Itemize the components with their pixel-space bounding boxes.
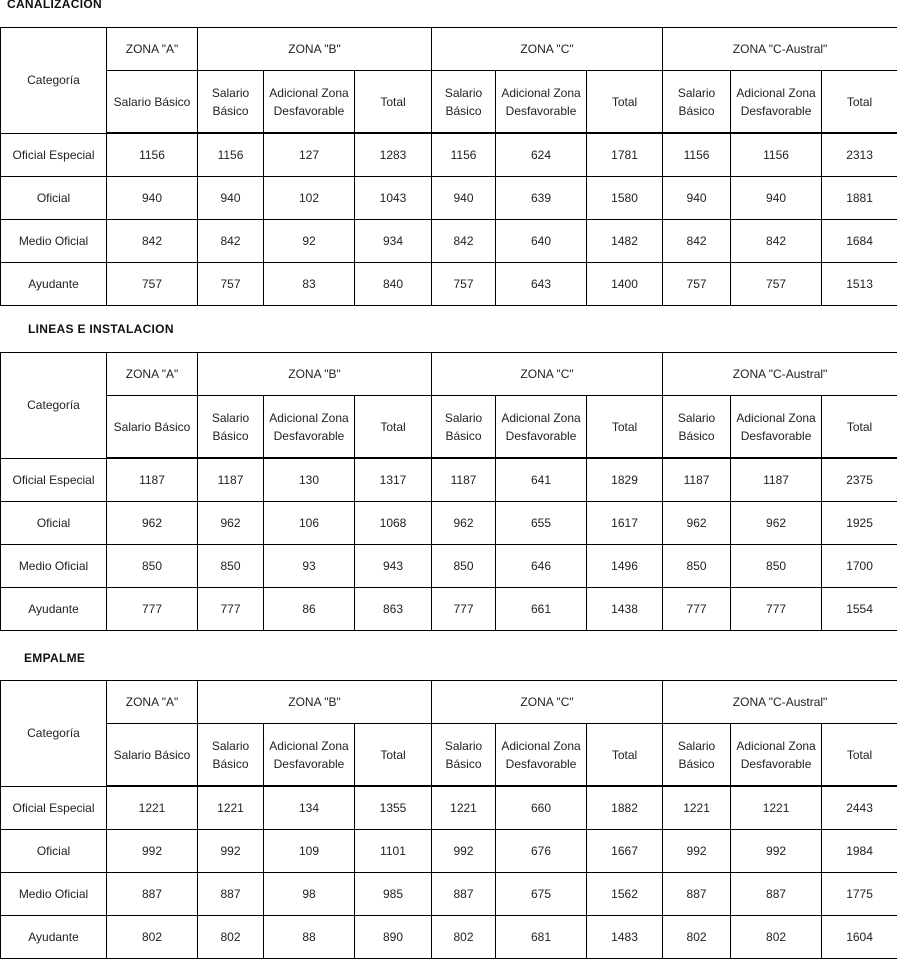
- table-row: [1, 873, 897, 916]
- wage-table-empalme: [0, 680, 897, 959]
- cell-value: 850: [198, 545, 264, 588]
- category-header: Categoría: [1, 353, 107, 459]
- row-category: Medio Oficial: [1, 220, 107, 263]
- cell-value: 992: [663, 830, 731, 873]
- cell-value: 1925: [822, 502, 897, 545]
- cell-value: 102: [264, 177, 355, 220]
- row-category: Medio Oficial: [1, 545, 107, 588]
- cell-value: 134: [264, 786, 355, 830]
- cell-value: 1580: [587, 177, 663, 220]
- section-title-canalizacion: CANALIZACION: [7, 0, 102, 11]
- table-row: [1, 458, 897, 502]
- wage-table-canalizacion: [0, 27, 897, 306]
- zone-b-additional-header: Adicional Zona Desfavorable: [264, 724, 355, 787]
- table-row: [1, 830, 897, 873]
- cell-value: 641: [496, 458, 587, 502]
- zone-c-austral-total-header: Total: [822, 71, 897, 134]
- cell-value: 661: [496, 588, 587, 631]
- cell-value: 1775: [822, 873, 897, 916]
- table-row: [1, 545, 897, 588]
- zone-b-total-header: Total: [355, 396, 432, 459]
- zone-b-additional-header: Adicional Zona Desfavorable: [264, 71, 355, 134]
- section-title-empalme: EMPALME: [24, 651, 86, 665]
- zone-c-header: ZONA "C": [432, 681, 663, 724]
- cell-value: 1438: [587, 588, 663, 631]
- cell-value: 646: [496, 545, 587, 588]
- row-category: Oficial Especial: [1, 133, 107, 177]
- zone-c-additional-header: Adicional Zona Desfavorable: [496, 396, 587, 459]
- cell-value: 1187: [107, 458, 198, 502]
- zone-c-total-header: Total: [587, 724, 663, 787]
- category-header: Categoría: [1, 28, 107, 134]
- cell-value: 643: [496, 263, 587, 306]
- cell-value: 676: [496, 830, 587, 873]
- row-category: Oficial Especial: [1, 458, 107, 502]
- cell-value: 1984: [822, 830, 897, 873]
- cell-value: 1400: [587, 263, 663, 306]
- cell-value: 940: [731, 177, 822, 220]
- cell-value: 777: [432, 588, 496, 631]
- cell-value: 109: [264, 830, 355, 873]
- zone-a-salary-header: Salario Básico: [107, 396, 198, 459]
- cell-value: 934: [355, 220, 432, 263]
- zone-c-austral-salary-header: Salario Básico: [663, 396, 731, 459]
- cell-value: 887: [198, 873, 264, 916]
- row-category: Oficial: [1, 502, 107, 545]
- cell-value: 1604: [822, 916, 897, 959]
- cell-value: 1482: [587, 220, 663, 263]
- cell-value: 842: [198, 220, 264, 263]
- row-category: Ayudante: [1, 263, 107, 306]
- zone-a-salary-header: Salario Básico: [107, 71, 198, 134]
- zone-b-header: ZONA "B": [198, 28, 432, 71]
- zone-c-additional-header: Adicional Zona Desfavorable: [496, 71, 587, 134]
- cell-value: 1829: [587, 458, 663, 502]
- cell-value: 842: [731, 220, 822, 263]
- cell-value: 1156: [663, 133, 731, 177]
- table-row: [1, 502, 897, 545]
- cell-value: 940: [432, 177, 496, 220]
- zone-a-header: ZONA "A": [107, 28, 198, 71]
- cell-value: 639: [496, 177, 587, 220]
- zone-b-salary-header: Salario Básico: [198, 724, 264, 787]
- zone-c-austral-total-header: Total: [822, 396, 897, 459]
- cell-value: 940: [663, 177, 731, 220]
- zone-c-total-header: Total: [587, 71, 663, 134]
- cell-value: 940: [198, 177, 264, 220]
- cell-value: 83: [264, 263, 355, 306]
- cell-value: 1882: [587, 786, 663, 830]
- cell-value: 1187: [663, 458, 731, 502]
- cell-value: 802: [432, 916, 496, 959]
- cell-value: 1221: [731, 786, 822, 830]
- zone-b-header: ZONA "B": [198, 353, 432, 396]
- cell-value: 962: [107, 502, 198, 545]
- cell-value: 1513: [822, 263, 897, 306]
- cell-value: 130: [264, 458, 355, 502]
- cell-value: 1187: [731, 458, 822, 502]
- zone-c-austral-additional-header: Adicional Zona Desfavorable: [731, 396, 822, 459]
- cell-value: 962: [198, 502, 264, 545]
- cell-value: 757: [107, 263, 198, 306]
- zone-c-austral-additional-header: Adicional Zona Desfavorable: [731, 724, 822, 787]
- table-row: [1, 133, 897, 177]
- zone-c-additional-header: Adicional Zona Desfavorable: [496, 724, 587, 787]
- cell-value: 92: [264, 220, 355, 263]
- zone-c-austral-header: ZONA "C-Austral": [663, 353, 897, 396]
- cell-value: 1187: [432, 458, 496, 502]
- zone-c-header: ZONA "C": [432, 28, 663, 71]
- cell-value: 985: [355, 873, 432, 916]
- cell-value: 890: [355, 916, 432, 959]
- zone-header-row: [1, 28, 897, 71]
- cell-value: 1221: [432, 786, 496, 830]
- cell-value: 675: [496, 873, 587, 916]
- cell-value: 1156: [432, 133, 496, 177]
- zone-c-austral-total-header: Total: [822, 724, 897, 787]
- cell-value: 1700: [822, 545, 897, 588]
- row-category: Medio Oficial: [1, 873, 107, 916]
- cell-value: 887: [432, 873, 496, 916]
- cell-value: 992: [107, 830, 198, 873]
- row-category: Oficial Especial: [1, 786, 107, 830]
- cell-value: 1221: [198, 786, 264, 830]
- cell-value: 777: [731, 588, 822, 631]
- cell-value: 1617: [587, 502, 663, 545]
- row-category: Oficial: [1, 830, 107, 873]
- zone-b-salary-header: Salario Básico: [198, 71, 264, 134]
- cell-value: 1684: [822, 220, 897, 263]
- cell-value: 88: [264, 916, 355, 959]
- zone-a-header: ZONA "A": [107, 681, 198, 724]
- zone-c-austral-additional-header: Adicional Zona Desfavorable: [731, 71, 822, 134]
- cell-value: 757: [432, 263, 496, 306]
- cell-value: 1221: [663, 786, 731, 830]
- cell-value: 1562: [587, 873, 663, 916]
- zone-header-row: [1, 681, 897, 724]
- table-row: [1, 786, 897, 830]
- zone-a-salary-header: Salario Básico: [107, 724, 198, 787]
- cell-value: 850: [663, 545, 731, 588]
- zone-c-salary-header: Salario Básico: [432, 71, 496, 134]
- row-category: Oficial: [1, 177, 107, 220]
- cell-value: 106: [264, 502, 355, 545]
- row-category: Ayudante: [1, 588, 107, 631]
- zone-b-total-header: Total: [355, 71, 432, 134]
- zone-c-austral-salary-header: Salario Básico: [663, 71, 731, 134]
- cell-value: 863: [355, 588, 432, 631]
- cell-value: 842: [663, 220, 731, 263]
- cell-value: 757: [198, 263, 264, 306]
- cell-value: 940: [107, 177, 198, 220]
- cell-value: 840: [355, 263, 432, 306]
- zone-c-austral-header: ZONA "C-Austral": [663, 681, 897, 724]
- zone-c-header: ZONA "C": [432, 353, 663, 396]
- cell-value: 887: [107, 873, 198, 916]
- table-row: [1, 177, 897, 220]
- cell-value: 93: [264, 545, 355, 588]
- cell-value: 757: [731, 263, 822, 306]
- cell-value: 943: [355, 545, 432, 588]
- cell-value: 2375: [822, 458, 897, 502]
- cell-value: 1781: [587, 133, 663, 177]
- row-category: Ayudante: [1, 916, 107, 959]
- table-row: [1, 588, 897, 631]
- cell-value: 802: [731, 916, 822, 959]
- cell-value: 98: [264, 873, 355, 916]
- cell-value: 962: [663, 502, 731, 545]
- cell-value: 962: [731, 502, 822, 545]
- zone-a-header: ZONA "A": [107, 353, 198, 396]
- zone-c-salary-header: Salario Básico: [432, 396, 496, 459]
- cell-value: 1156: [198, 133, 264, 177]
- zone-c-austral-header: ZONA "C-Austral": [663, 28, 897, 71]
- section-title-lineas-e-instalacion: LINEAS E INSTALACION: [28, 322, 174, 336]
- zone-b-salary-header: Salario Básico: [198, 396, 264, 459]
- table-row: [1, 263, 897, 306]
- cell-value: 1187: [198, 458, 264, 502]
- cell-value: 850: [107, 545, 198, 588]
- cell-value: 887: [731, 873, 822, 916]
- cell-value: 850: [731, 545, 822, 588]
- cell-value: 1317: [355, 458, 432, 502]
- cell-value: 842: [107, 220, 198, 263]
- cell-value: 1221: [107, 786, 198, 830]
- cell-value: 757: [663, 263, 731, 306]
- zone-b-additional-header: Adicional Zona Desfavorable: [264, 396, 355, 459]
- zone-c-austral-salary-header: Salario Básico: [663, 724, 731, 787]
- cell-value: 777: [663, 588, 731, 631]
- cell-value: 2313: [822, 133, 897, 177]
- cell-value: 850: [432, 545, 496, 588]
- cell-value: 962: [432, 502, 496, 545]
- category-header: Categoría: [1, 681, 107, 787]
- cell-value: 86: [264, 588, 355, 631]
- zone-b-header: ZONA "B": [198, 681, 432, 724]
- cell-value: 660: [496, 786, 587, 830]
- cell-value: 802: [107, 916, 198, 959]
- zone-header-row: [1, 353, 897, 396]
- cell-value: 1483: [587, 916, 663, 959]
- cell-value: 1283: [355, 133, 432, 177]
- column-header-row: [1, 724, 897, 787]
- cell-value: 681: [496, 916, 587, 959]
- zone-c-total-header: Total: [587, 396, 663, 459]
- cell-value: 1043: [355, 177, 432, 220]
- wage-table-lineas-e-instalacion: [0, 352, 897, 631]
- cell-value: 992: [432, 830, 496, 873]
- cell-value: 777: [107, 588, 198, 631]
- cell-value: 2443: [822, 786, 897, 830]
- table-row: [1, 220, 897, 263]
- cell-value: 1554: [822, 588, 897, 631]
- zone-b-total-header: Total: [355, 724, 432, 787]
- cell-value: 802: [663, 916, 731, 959]
- cell-value: 992: [198, 830, 264, 873]
- cell-value: 777: [198, 588, 264, 631]
- cell-value: 1156: [107, 133, 198, 177]
- cell-value: 1355: [355, 786, 432, 830]
- cell-value: 640: [496, 220, 587, 263]
- cell-value: 992: [731, 830, 822, 873]
- cell-value: 1496: [587, 545, 663, 588]
- cell-value: 1101: [355, 830, 432, 873]
- table-row: [1, 916, 897, 959]
- column-header-row: [1, 71, 897, 134]
- cell-value: 624: [496, 133, 587, 177]
- cell-value: 655: [496, 502, 587, 545]
- zone-c-salary-header: Salario Básico: [432, 724, 496, 787]
- cell-value: 1068: [355, 502, 432, 545]
- column-header-row: [1, 396, 897, 459]
- cell-value: 127: [264, 133, 355, 177]
- cell-value: 1156: [731, 133, 822, 177]
- cell-value: 1667: [587, 830, 663, 873]
- cell-value: 1881: [822, 177, 897, 220]
- cell-value: 802: [198, 916, 264, 959]
- cell-value: 842: [432, 220, 496, 263]
- cell-value: 887: [663, 873, 731, 916]
